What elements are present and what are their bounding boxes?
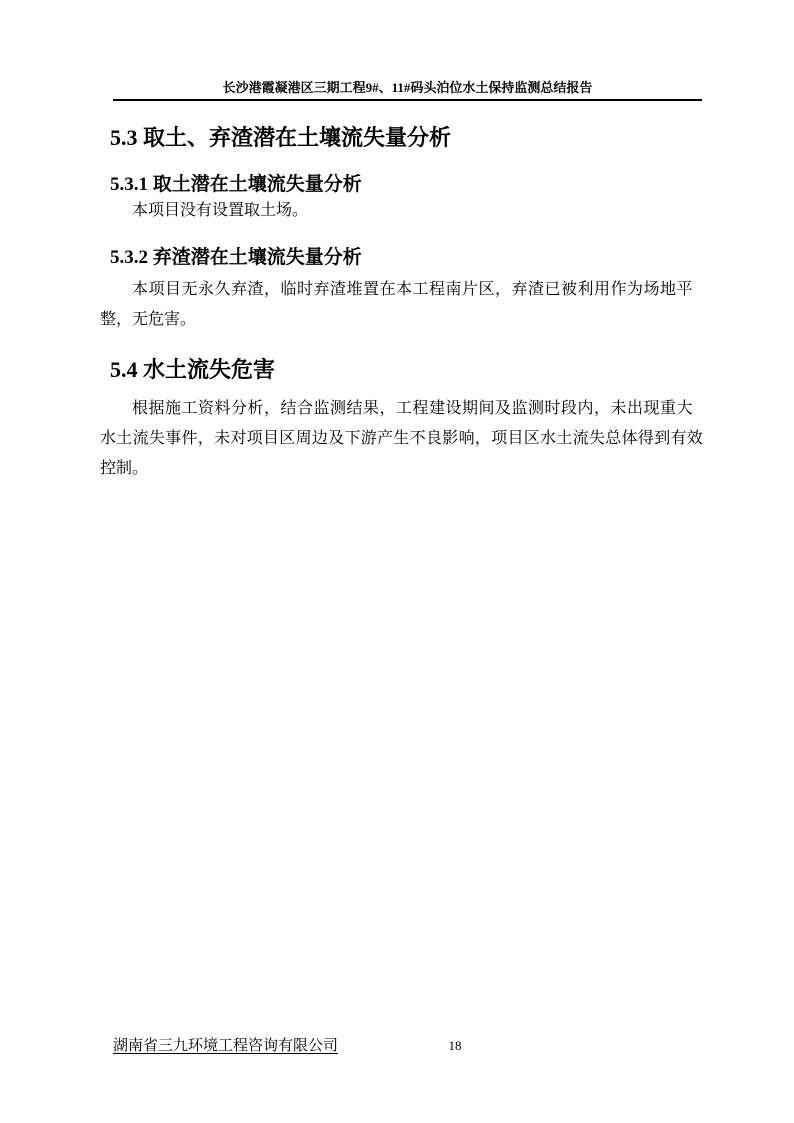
paragraph-line: 水土流失事件，未对项目区周边及下游产生不良影响，项目区水土流失总体得到有效	[100, 430, 704, 447]
paragraph-line: 本项目无永久弃渣，临时弃渣堆置在本工程南片区，弃渣已被利用作为场地平	[132, 281, 694, 298]
page-header	[113, 80, 702, 101]
paragraph-5-3-1	[100, 196, 704, 226]
paragraph-line: 本项目没有设置取土场。	[132, 202, 309, 219]
page-header-title: 长沙港霞凝港区三期工程9#、11#码头泊位水土保持监测总结报告	[222, 80, 593, 95]
paragraph-line: 整，无危害。	[100, 311, 197, 328]
section-heading-5-3: 5.3 取土、弃渣潜在土壤流失量分析	[110, 125, 452, 150]
paragraph-line: 控制。	[100, 460, 149, 477]
section-heading-5-3-2: 5.3.2 弃渣潜在土壤流失量分析	[110, 247, 362, 268]
footer-company-name: 湖南省三九环境工程咨询有限公司	[113, 1038, 339, 1054]
section-heading-5-3-1: 5.3.1 取土潜在土壤流失量分析	[110, 174, 362, 195]
page-number: 18	[448, 1038, 462, 1053]
section-heading-5-4: 5.4 水土流失危害	[110, 357, 276, 382]
paragraph-5-4	[100, 394, 704, 484]
paragraph-5-3-2	[100, 275, 704, 335]
paragraph-line: 根据施工资料分析，结合监测结果，工程建设期间及监测时段内，未出现重大	[132, 400, 694, 417]
